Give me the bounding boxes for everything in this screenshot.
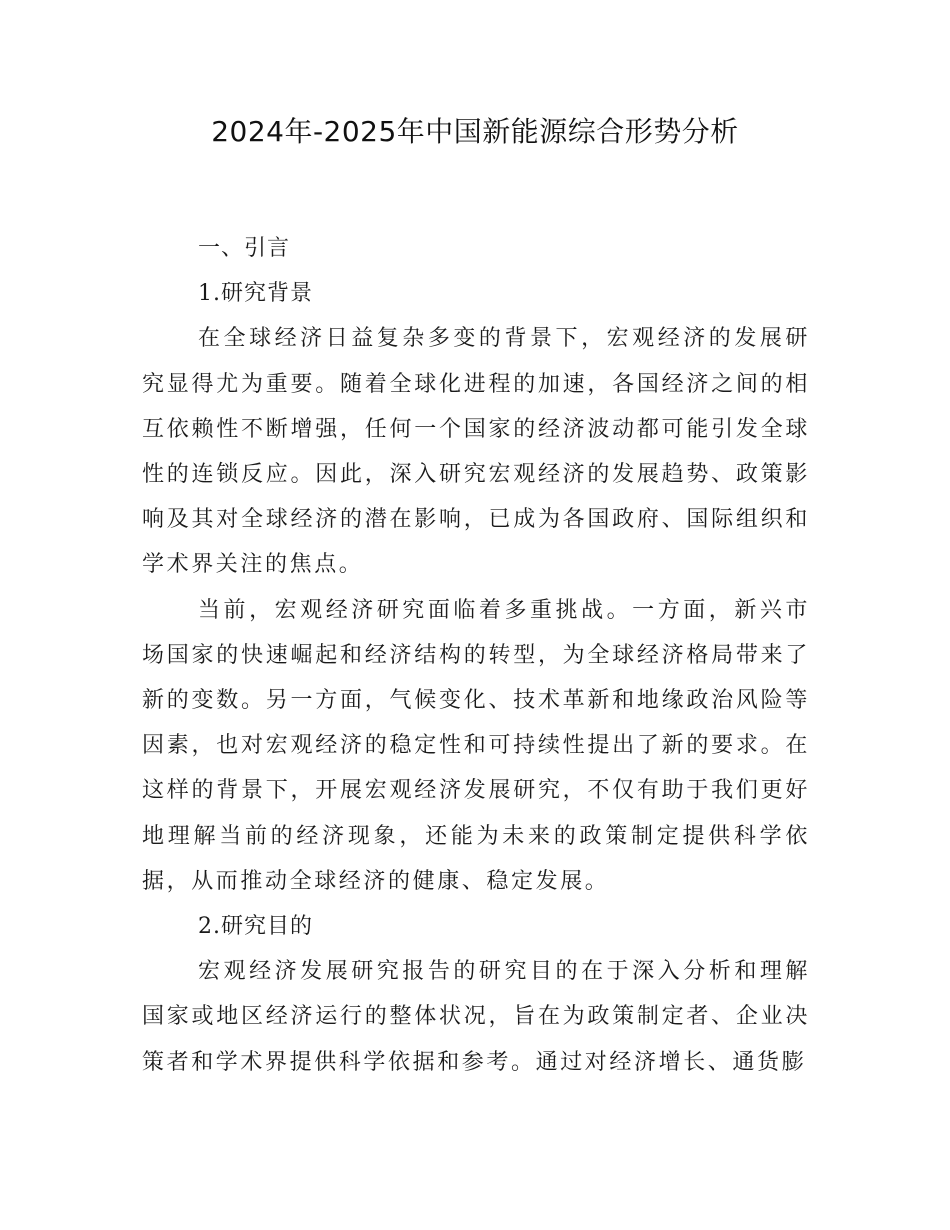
paragraph-purpose-1: 宏观经济发展研究报告的研究目的在于深入分析和理解国家或地区经济运行的整体状况，旨在为政策制定者、企业决策者和学术界提供科学依据和参考。通过对经济增长、通货膨 — [142, 959, 810, 1075]
subsection-heading-background: 1.研究背景 — [198, 281, 313, 307]
section-heading-introduction: 一、引言 — [198, 236, 291, 261]
paragraph-background-2: 当前，宏观经济研究面临着多重挑战。一方面，新兴市场国家的快速崛起和经济结构的转型，为全球经济格局带来了新的变数。另一方面，气候变化、技术革新和地缘政治风险等因素，也对宏观经济的稳定性和可持续性提出了新的要求。在这样的背景下，开展宏观经济发展研究，不仅有助于我们更好地理解当前的经济现象，还能为未来的政策制定提供科学依据，从而推动全球经济的健康、稳定发展。 — [142, 597, 810, 894]
document-title: 2024年-2025年中国新能源综合形势分析 — [211, 115, 739, 148]
subsection-heading-purpose: 2.研究目的 — [198, 914, 313, 940]
document-body — [142, 226, 810, 1085]
paragraph-background-1: 在全球经济日益复杂多变的背景下，宏观经济的发展研究显得尤为重要。随着全球化进程的加速，各国经济之间的相互依赖性不断增强，任何一个国家的经济波动都可能引发全球性的连锁反应。因此，深入研究宏观经济的发展趋势、政策影响及其对全球经济的潜在影响，已成为各国政府、国际组织和学术界关注的焦点。 — [142, 326, 810, 578]
